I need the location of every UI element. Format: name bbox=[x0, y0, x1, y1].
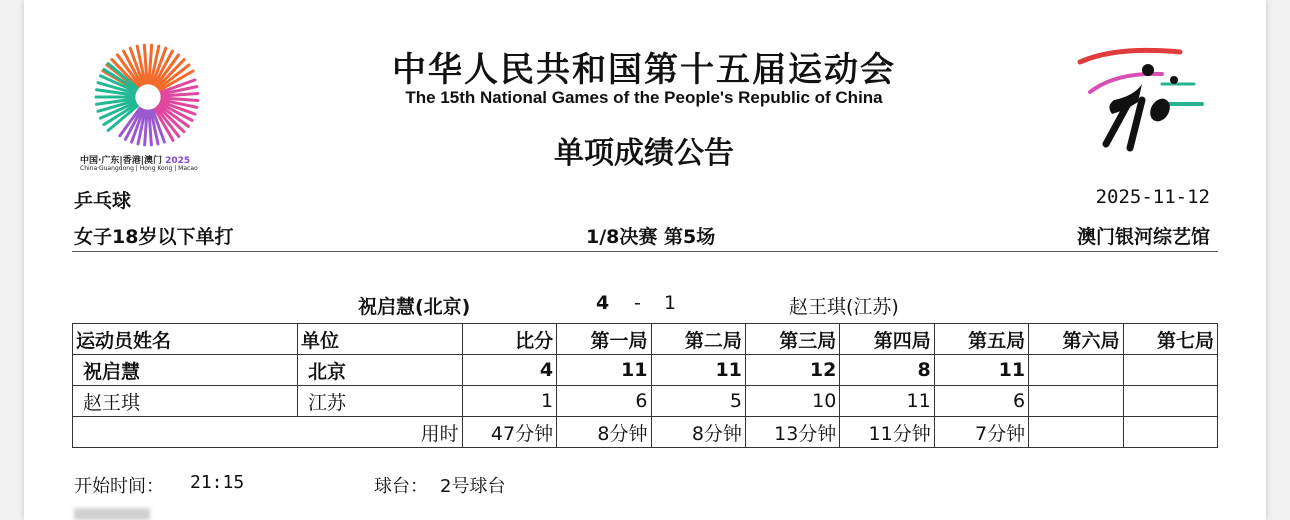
time-cell bbox=[1123, 417, 1217, 448]
time-label: 用时 bbox=[73, 417, 463, 448]
game-score-cell: 6 bbox=[557, 386, 651, 417]
header-game5: 第五局 bbox=[934, 324, 1028, 355]
score-separator: - bbox=[634, 292, 641, 314]
athlete-name: 赵王琪 bbox=[73, 386, 298, 417]
emblem-caption-cn: 中国·广东|香港|澳门 bbox=[80, 156, 162, 166]
venue-name: 澳门银河综艺馆 bbox=[1076, 226, 1210, 248]
header-score: 比分 bbox=[462, 324, 556, 355]
header-game1: 第一局 bbox=[557, 324, 651, 355]
page-title-cn: 中华人民共和国第十五届运动会 bbox=[392, 50, 896, 90]
header-divider bbox=[72, 251, 1218, 252]
player1-score: 4 bbox=[596, 292, 610, 314]
game-score-cell: 5 bbox=[651, 386, 745, 417]
time-cell: 11分钟 bbox=[840, 417, 934, 448]
header-game2: 第二局 bbox=[651, 324, 745, 355]
time-row bbox=[73, 417, 1218, 448]
emblem-caption-year: 2025 bbox=[165, 156, 191, 166]
document-sheet bbox=[24, 0, 1266, 520]
time-cell: 8分钟 bbox=[651, 417, 745, 448]
player2-score: 1 bbox=[664, 292, 677, 314]
table-tennis-pictogram-icon bbox=[1076, 44, 1206, 160]
cropped-text bbox=[74, 508, 150, 520]
table-header-row bbox=[73, 324, 1218, 355]
table-row bbox=[73, 386, 1218, 417]
game-score-cell bbox=[1123, 355, 1217, 386]
match-score-cell: 1 bbox=[462, 386, 556, 417]
event-name: 女子18岁以下单打 bbox=[74, 226, 234, 248]
game-score-cell: 11 bbox=[934, 355, 1028, 386]
start-time-value: 21:15 bbox=[190, 472, 245, 493]
game-score-cell: 6 bbox=[934, 386, 1028, 417]
header-game3: 第三局 bbox=[745, 324, 839, 355]
header-game6: 第六局 bbox=[1029, 324, 1123, 355]
time-cell: 7分钟 bbox=[934, 417, 1028, 448]
time-cell: 13分钟 bbox=[745, 417, 839, 448]
game-score-cell bbox=[1123, 386, 1217, 417]
player2-summary: 赵王琪(江苏) bbox=[789, 296, 899, 318]
game-score-cell: 11 bbox=[840, 386, 934, 417]
time-cell bbox=[1029, 417, 1123, 448]
game-score-cell: 8 bbox=[840, 355, 934, 386]
game-score-cell: 12 bbox=[745, 355, 839, 386]
table-number-label: 球台： bbox=[374, 476, 428, 497]
match-score-cell: 4 bbox=[462, 355, 556, 386]
game-score-cell: 11 bbox=[651, 355, 745, 386]
time-cell: 8分钟 bbox=[557, 417, 651, 448]
table-row bbox=[73, 355, 1218, 386]
header-athlete: 运动员姓名 bbox=[73, 324, 298, 355]
athlete-unit: 北京 bbox=[297, 355, 462, 386]
page-subtitle: 单项成绩公告 bbox=[554, 136, 734, 171]
time-cell: 47分钟 bbox=[462, 417, 556, 448]
athlete-name: 祝启慧 bbox=[73, 355, 298, 386]
sport-name: 乒乓球 bbox=[74, 190, 132, 212]
results-table bbox=[72, 323, 1218, 448]
athlete-unit: 江苏 bbox=[297, 386, 462, 417]
game-score-cell bbox=[1029, 386, 1123, 417]
header-game7: 第七局 bbox=[1123, 324, 1217, 355]
player1-summary: 祝启慧(北京) bbox=[358, 296, 471, 318]
match-date: 2025-11-12 bbox=[1095, 186, 1210, 208]
round-label: 1/8决赛 第5场 bbox=[586, 226, 716, 248]
page-title-en: The 15th National Games of the People's Republic of China bbox=[405, 88, 883, 107]
header-unit: 单位 bbox=[297, 324, 462, 355]
header-game4: 第四局 bbox=[840, 324, 934, 355]
game-score-cell: 10 bbox=[745, 386, 839, 417]
emblem-caption-en: China·Guangdong | Hong Kong | Macao bbox=[80, 165, 198, 172]
game-score-cell bbox=[1029, 355, 1123, 386]
game-score-cell: 11 bbox=[557, 355, 651, 386]
start-time-label: 开始时间： bbox=[74, 476, 164, 497]
table-number-value: 2号球台 bbox=[440, 476, 506, 497]
